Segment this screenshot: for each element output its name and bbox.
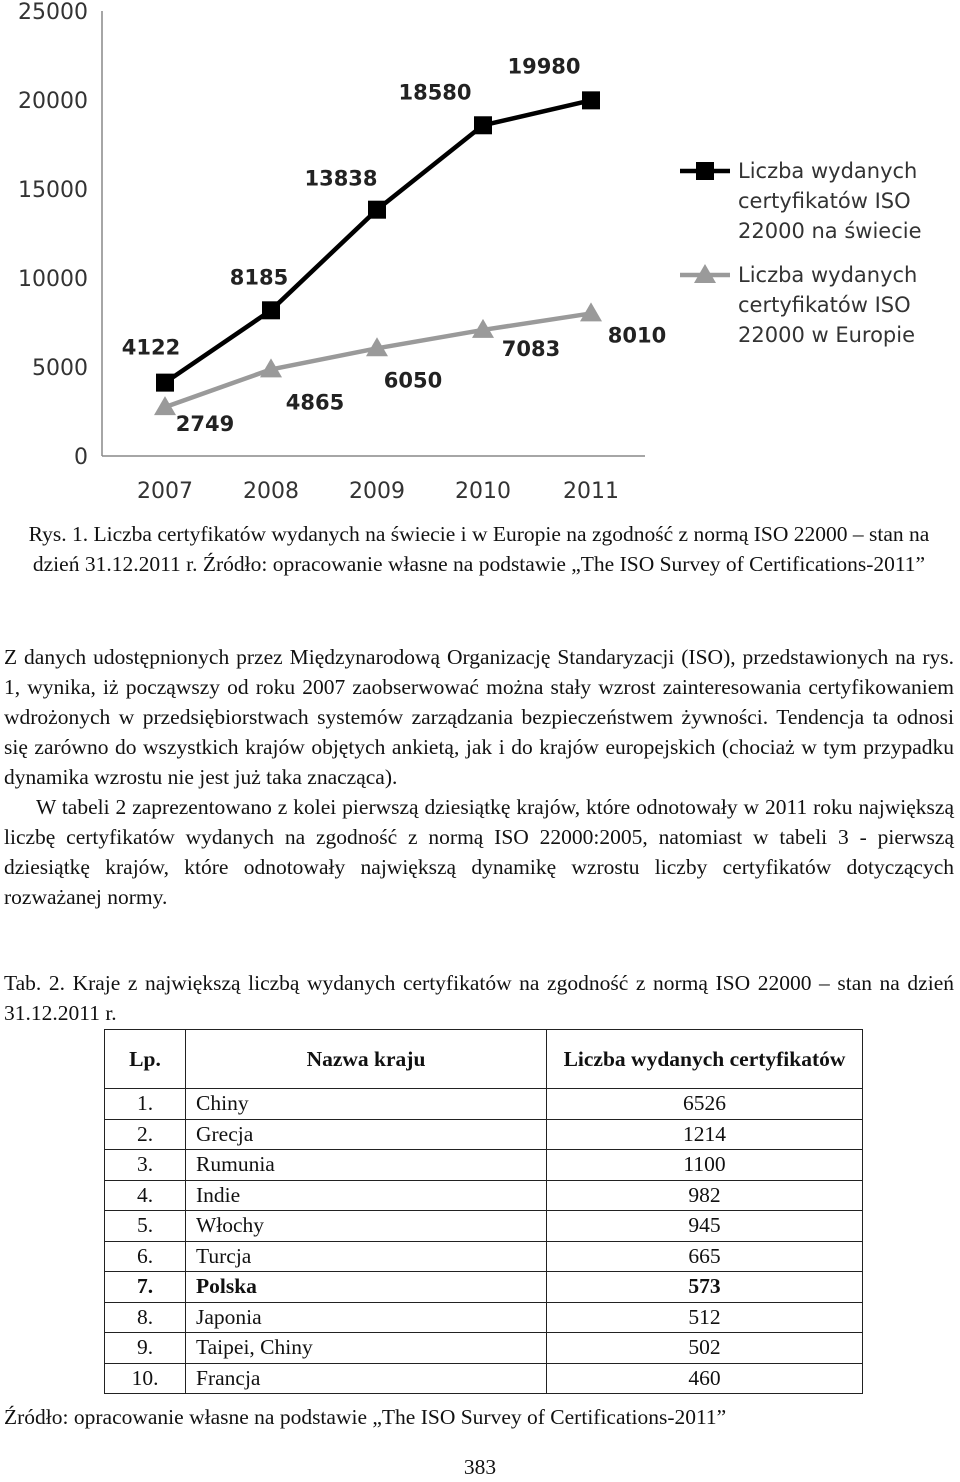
x-tick-label: 2007 <box>137 479 193 504</box>
row-count: 1214 <box>547 1119 863 1150</box>
data-label: 8010 <box>607 323 667 348</box>
table-row <box>105 1272 863 1303</box>
data-point <box>474 116 492 134</box>
table-header-row <box>105 1030 863 1089</box>
row-count: 460 <box>547 1363 863 1394</box>
y-tick-label: 25000 <box>18 0 88 25</box>
row-country: Rumunia <box>186 1150 547 1181</box>
row-country: Włochy <box>186 1211 547 1242</box>
header-lp: Lp. <box>105 1030 186 1089</box>
table-row <box>105 1363 863 1394</box>
y-tick-label: 5000 <box>32 356 88 381</box>
header-country: Nazwa kraju <box>186 1030 547 1089</box>
row-country: Grecja <box>186 1119 547 1150</box>
figure-caption: Rys. 1. Liczba certyfikatów wydanych na świecie i w Europie na zgodność z normą ISO 22000 – stan na dzień 31.12.2011 r. Źródło: opracowanie własne na podstawie „The ISO Survey of Certifications-2011” <box>28 522 930 576</box>
table-row <box>105 1333 863 1364</box>
certificates-table <box>104 1029 863 1394</box>
legend-label: certyfikatów ISO <box>738 189 911 213</box>
data-point <box>582 91 600 109</box>
table-row <box>105 1089 863 1120</box>
row-lp: 6. <box>105 1241 186 1272</box>
data-label: 19980 <box>507 54 581 79</box>
row-lp: 7. <box>105 1272 186 1303</box>
y-tick-label: 20000 <box>18 89 88 114</box>
legend-label: certyfikatów ISO <box>738 293 911 317</box>
row-country: Polska <box>186 1272 547 1303</box>
paragraph-2: W tabeli 2 zaprezentowano z kolei pierwszą dziesiątkę krajów, które odnotowały w 2011 roku największą liczbę certyfikatów wydanych na zgodność z normą ISO 22000:2005, natomiast w tabeli 3 - pierwszą dziesiątkę krajów, które odnotowały największą dynamikę wzrostu liczby certyfikatów dotyczących rozważanej normy. <box>4 795 954 909</box>
data-label: 2749 <box>175 412 235 437</box>
page-number: 383 <box>463 1455 497 1479</box>
paragraph-1: Z danych udostępnionych przez Międzynarodową Organizację Standaryzacji (ISO), przedstawionych na rys. 1, wynika, iż począwszy od roku 2007 zaobserwować można stały wzrost zainteresowania certyfikowaniem wdrożonych w przedsiębiorstwach systemów zarządzania bezpieczeństwem żywności. Tendencja ta odnosi się zarówno do wszystkich krajów objętych ankietą, jak i do krajów europejskich (chociaż w tym przypadku dynamika wzrostu nie jest już taka znacząca). <box>4 645 954 789</box>
header-count: Liczba wydanych certyfikatów <box>547 1030 863 1089</box>
table-row <box>105 1150 863 1181</box>
row-lp: 3. <box>105 1150 186 1181</box>
row-lp: 2. <box>105 1119 186 1150</box>
row-lp: 9. <box>105 1333 186 1364</box>
line-chart <box>0 0 960 505</box>
data-label: 6050 <box>383 368 443 393</box>
data-label: 7083 <box>501 336 561 361</box>
row-lp: 1. <box>105 1089 186 1120</box>
row-lp: 5. <box>105 1211 186 1242</box>
legend-label: Liczba wydanych <box>738 263 918 287</box>
table-caption: Tab. 2. Kraje z największą liczbą wydanych certyfikatów na zgodność z normą ISO 22000 – stan na dzień 31.12.2011 r. <box>4 971 954 1025</box>
data-label: 4865 <box>285 390 345 415</box>
table-body <box>105 1089 863 1394</box>
x-tick-label: 2010 <box>455 479 511 504</box>
row-country: Japonia <box>186 1302 547 1333</box>
row-country: Francja <box>186 1363 547 1394</box>
row-country: Chiny <box>186 1089 547 1120</box>
row-lp: 4. <box>105 1180 186 1211</box>
legend-label: 22000 w Europie <box>738 323 916 347</box>
data-label: 18580 <box>398 80 472 105</box>
legend-label: 22000 na świecie <box>738 219 922 243</box>
row-country: Taipei, Chiny <box>186 1333 547 1364</box>
x-tick-label: 2009 <box>349 479 405 504</box>
data-point <box>262 301 280 319</box>
source-note: Źródło: opracowanie własne na podstawie „The ISO Survey of Certifications-2011” <box>4 1405 727 1429</box>
data-point <box>368 201 386 219</box>
row-count: 573 <box>547 1272 863 1303</box>
data-label: 8185 <box>229 265 289 290</box>
y-tick-label: 0 <box>74 445 88 470</box>
table-row <box>105 1119 863 1150</box>
table-row <box>105 1241 863 1272</box>
row-count: 6526 <box>547 1089 863 1120</box>
y-tick-label: 10000 <box>18 267 88 292</box>
row-country: Indie <box>186 1180 547 1211</box>
table-row <box>105 1180 863 1211</box>
row-lp: 10. <box>105 1363 186 1394</box>
body-text <box>4 642 954 912</box>
row-lp: 8. <box>105 1302 186 1333</box>
table-row <box>105 1211 863 1242</box>
data-label: 4122 <box>121 335 181 360</box>
data-label: 13838 <box>304 166 378 191</box>
row-count: 1100 <box>547 1150 863 1181</box>
data-point <box>580 302 602 321</box>
x-tick-label: 2011 <box>563 479 619 504</box>
legend-label: Liczba wydanych <box>738 159 918 183</box>
row-count: 512 <box>547 1302 863 1333</box>
x-tick-label: 2008 <box>243 479 299 504</box>
row-count: 665 <box>547 1241 863 1272</box>
row-count: 982 <box>547 1180 863 1211</box>
row-count: 502 <box>547 1333 863 1364</box>
table-row <box>105 1302 863 1333</box>
row-country: Turcja <box>186 1241 547 1272</box>
y-tick-label: 15000 <box>18 178 88 203</box>
data-point <box>156 374 174 392</box>
legend-marker <box>696 162 714 180</box>
row-count: 945 <box>547 1211 863 1242</box>
